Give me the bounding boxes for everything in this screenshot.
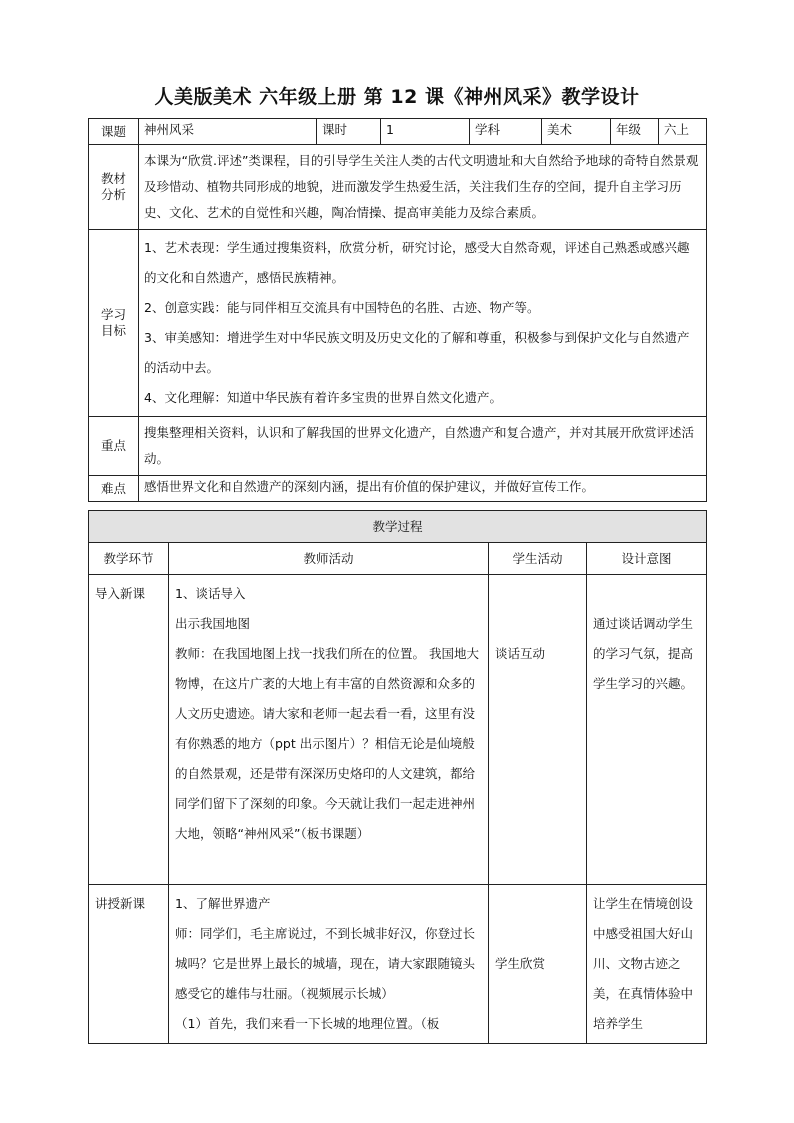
- info-row-goals: [89, 230, 707, 417]
- table-row: [89, 885, 707, 1044]
- goal-item: 1、艺术表现：学生通过搜集资料，欣赏分析，研究讨论，感受大自然奇观，评述自己熟悉或感兴趣的文化和自然遗产，感悟民族精神。: [144, 240, 690, 285]
- course-label: 课题: [89, 119, 139, 145]
- grade-value: 六上: [659, 119, 707, 145]
- teacher-line: 1、谈话导入: [175, 586, 246, 601]
- table-row: [89, 575, 707, 885]
- header-teacher: 教师活动: [169, 543, 489, 575]
- teacher-activity-cell: [169, 885, 489, 1044]
- teaching-process-table: [88, 510, 707, 1044]
- difficulty-text: 感悟世界文化和自然遗产的深刻内涵，提出有价值的保护建议，并做好宣传工作。: [139, 476, 707, 502]
- header-student: 学生活动: [489, 543, 587, 575]
- student-activity-cell: 谈话互动: [489, 575, 587, 885]
- subject-label: 学科: [470, 119, 542, 145]
- header-intent: 设计意图: [587, 543, 707, 575]
- teacher-activity-cell: [169, 575, 489, 885]
- stage-cell: 导入新课: [89, 575, 169, 885]
- analysis-label-line1: 教材: [100, 171, 126, 186]
- subject-value: 美术: [542, 119, 611, 145]
- difficulty-label: 难点: [89, 476, 139, 502]
- teacher-line: 1、了解世界遗产: [175, 896, 271, 911]
- design-intent-cell: 让学生在情境创设中感受祖国大好山川、文物古迹之美，在真情体验中培养学生: [587, 885, 707, 1044]
- goals-label-line2: 目标: [100, 323, 126, 338]
- stage-cell: 讲授新课: [89, 885, 169, 1044]
- process-banner-row: [89, 511, 707, 543]
- teacher-line: 出示我国地图: [175, 616, 251, 631]
- key-text: 搜集整理相关资料，认识和了解我国的世界文化遗产，自然遗产和复合遗产，并对其展开欣赏评述活动。: [139, 417, 707, 476]
- goal-item: 4、文化理解：知道中华民族有着许多宝贵的世界自然文化遗产。: [144, 390, 502, 405]
- info-row-analysis: [89, 145, 707, 230]
- info-row-difficulty: [89, 476, 707, 502]
- student-activity-cell: 学生欣赏: [489, 885, 587, 1044]
- hours-label: 课时: [317, 119, 381, 145]
- teacher-line: 教师：在我国地图上找一找我们所在的位置。 我国地大物博，在这片广袤的大地上有丰富的自然资源和众多的人文历史遗迹。请大家和老师一起去看一看，这里有没有你熟悉的地方（ppt 出示图片）？相信无论是仙境般的自然景观，还是带有深深历史烙印的人文建筑，都给同学们留下了深刻的印象。今天就让我们一起走进神州大地，领略“神州风采”（板书课题）: [175, 646, 479, 841]
- goal-item: 2、创意实践：能与同伴相互交流具有中国特色的名胜、古迹、物产等。: [144, 300, 540, 315]
- key-label: 重点: [89, 417, 139, 476]
- goals-label-line1: 学习: [100, 307, 126, 322]
- design-intent-cell: 通过谈话调动学生的学习气氛，提高学生学习的兴趣。: [587, 575, 707, 885]
- info-row-key: [89, 417, 707, 476]
- goals-label: [89, 230, 139, 417]
- process-header-row: [89, 543, 707, 575]
- grade-label: 年级: [611, 119, 659, 145]
- analysis-label-line2: 分析: [100, 187, 126, 202]
- header-stage: 教学环节: [89, 543, 169, 575]
- process-banner: 教学过程: [89, 511, 707, 543]
- lesson-info-table: [88, 118, 707, 502]
- info-row-basic: [89, 119, 707, 145]
- teacher-line: 师：同学们，毛主席说过，不到长城非好汉，你登过长城吗？它是世界上最长的城墙，现在，请大家跟随镜头感受它的雄伟与壮丽。（视频展示长城）: [175, 926, 476, 1001]
- teacher-line: （1）首先，我们来看一下长城的地理位置。（板: [175, 1016, 440, 1031]
- analysis-text: 本课为“欣赏.评述”类课程，目的引导学生关注人类的古代文明遗址和大自然给予地球的奇特自然景观及珍惜动、植物共同形成的地貌，进而激发学生热爱生活，关注我们生存的空间，提升自主学习历史、文化、艺术的自觉性和兴趣，陶冶情操、提高审美能力及综合素质。: [139, 145, 707, 230]
- document-title: 人美版美术 六年级上册 第 12 课《神州风采》教学设计: [154, 86, 640, 108]
- goals-cell: [139, 230, 707, 417]
- hours-value: 1: [381, 119, 470, 145]
- goal-item: 3、审美感知：增进学生对中华民族文明及历史文化的了解和尊重，积极参与到保护文化与自然遗产的活动中去。: [144, 330, 690, 375]
- analysis-label: [89, 145, 139, 230]
- course-value: 神州风采: [139, 119, 317, 145]
